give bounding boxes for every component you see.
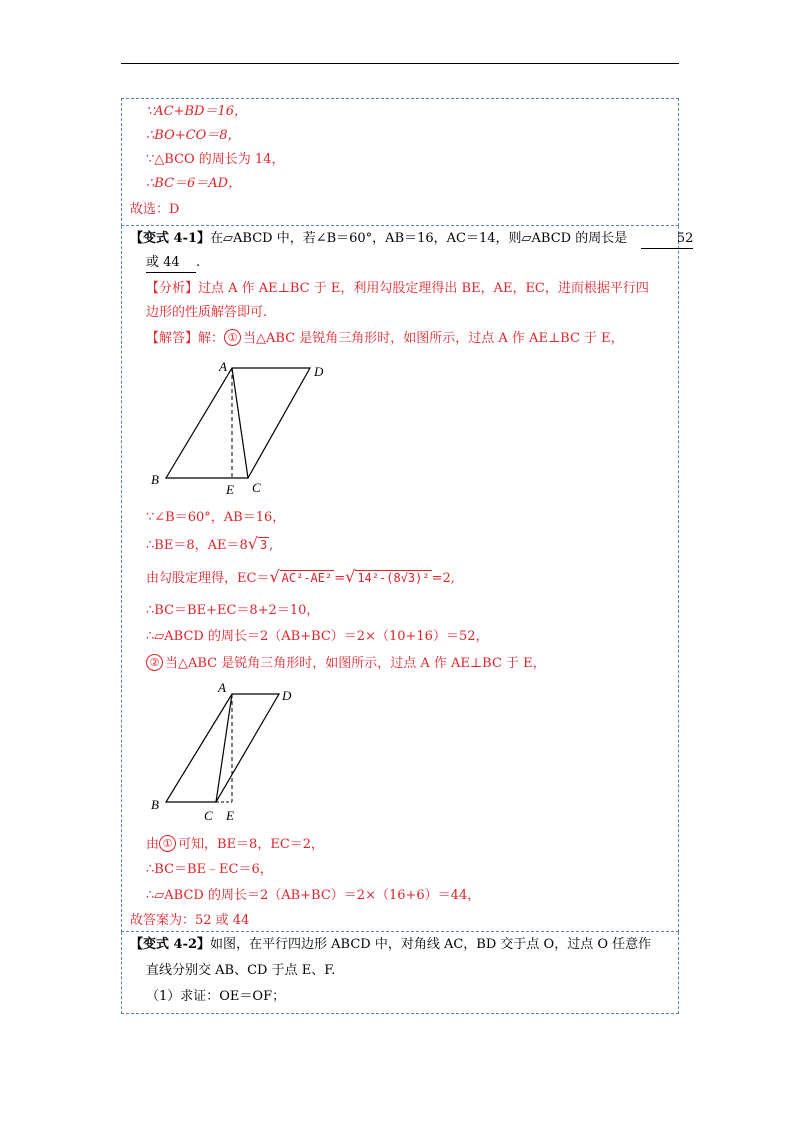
case2-marker: ② — [146, 654, 163, 671]
step-2-prefix: ∴BE＝8，AE＝8 — [146, 538, 248, 553]
fig2-label-d: D — [282, 688, 292, 703]
final-answer: 故答案为：52 或 44 — [130, 913, 250, 928]
variant-4-1-answer-part2: 或 44 — [146, 254, 196, 273]
variant-4-1-tag: 【变式 4-1】 — [130, 231, 211, 246]
variant-4-2-line-1 — [130, 936, 651, 954]
solution-case2 — [146, 654, 546, 673]
prev-line-1: ∵AC+BD＝16， — [146, 104, 248, 119]
step-1: ∵∠B＝60°，AB＝16， — [146, 510, 286, 525]
figure-2-parallelogram — [146, 682, 326, 832]
step-3-prefix: 由勾股定理得，EC＝ — [146, 571, 270, 586]
step-5: ∴▱ABCD 的周长＝2（AB+BC）＝2×（10+16）＝52， — [146, 629, 489, 644]
sqrt-icon: √ — [345, 567, 356, 586]
case2-text: 当△ABC 是锐角三角形时，如图所示，过点 A 作 AE⊥BC 于 E， — [165, 656, 546, 671]
fig2-label-e: E — [226, 808, 234, 823]
step-6-prefix: 由 — [146, 837, 160, 852]
variant-4-2-box — [121, 932, 679, 1014]
variant-4-2-text-1: 如图，在平行四边形 ABCD 中，对角线 AC，BD 交于点 O，过点 O 任意作 — [210, 937, 652, 952]
variant-4-1-answer-line2: 或 44 . — [146, 254, 200, 273]
header-rule — [121, 63, 679, 64]
step-3-radicand-1: AC²-AE² — [281, 571, 333, 585]
variant-4-2-line-2: 直线分别交 AB、CD 于点 E、F. — [146, 963, 336, 978]
solution-intro: 【解答】解： — [146, 331, 225, 346]
prev-choice: 故选：D — [130, 202, 180, 217]
step-6-marker: ① — [159, 835, 176, 852]
step-7: ∴BC＝BE﹣EC＝6， — [146, 862, 273, 877]
figure-1-parallelogram — [146, 360, 346, 500]
fig1-label-a: A — [219, 360, 227, 374]
analysis-line-2: 边形的性质解答即可. — [146, 305, 268, 320]
variant-4-1-question: 在▱ABCD 中，若∠B＝60°，AB＝16，AC＝14，则▱ABCD 的周长是 — [210, 231, 628, 246]
prev-line-4: ∴BC＝6＝AD， — [146, 176, 242, 191]
step-2-radicand: 3 — [259, 538, 268, 552]
prev-line-2: ∴BO+CO＝8， — [146, 128, 241, 143]
variant-4-2-tag: 【变式 4-2】 — [130, 937, 211, 952]
step-3-radicand-2: 14²-(8√3)² — [357, 571, 430, 585]
fig2-label-c: C — [204, 808, 213, 823]
fig2-label-b: B — [151, 797, 159, 812]
step-3-equals: = — [334, 571, 346, 586]
analysis-line-1: 【分析】过点 A 作 AE⊥BC 于 E，利用勾股定理得出 BE，AE，EC，进而根据平行四 — [146, 281, 649, 296]
step-8: ∴▱ABCD 的周长＝2（AB+BC）＝2×（16+6）＝44， — [146, 888, 481, 903]
variant-4-1-answer-part1: 52 — [641, 230, 693, 249]
fig2-label-a: A — [218, 682, 226, 695]
fig1-label-d: D — [314, 364, 324, 379]
prev-line-3: ∵△BCO 的周长为 14， — [146, 152, 285, 167]
step-2 — [146, 535, 273, 555]
sqrt-icon: √ — [269, 567, 280, 586]
fig1-label-e: E — [226, 482, 234, 497]
prev-answer-box — [121, 98, 679, 226]
step-4: ∴BC＝BE+EC＝8+2＝10， — [146, 603, 320, 618]
variant-4-1-question-line — [130, 230, 693, 249]
case1-text: 当△ABC 是锐角三角形时，如图所示，过点 A 作 AE⊥BC 于 E， — [243, 331, 624, 346]
case1-marker: ① — [224, 329, 241, 346]
step-3 — [146, 568, 455, 588]
step-6 — [146, 835, 324, 854]
variant-4-1-box — [121, 226, 694, 932]
fig1-label-c: C — [252, 480, 261, 495]
sqrt-icon: √ — [247, 534, 258, 553]
variant-4-2-line-3: （1）求证：OE＝OF； — [146, 989, 286, 1004]
step-3-result: =2, — [431, 571, 455, 586]
step-2-suffix: , — [269, 538, 274, 553]
step-6-text: 可知，BE＝8，EC＝2， — [178, 837, 325, 852]
fig1-label-b: B — [151, 472, 159, 487]
solution-case1 — [146, 329, 624, 348]
